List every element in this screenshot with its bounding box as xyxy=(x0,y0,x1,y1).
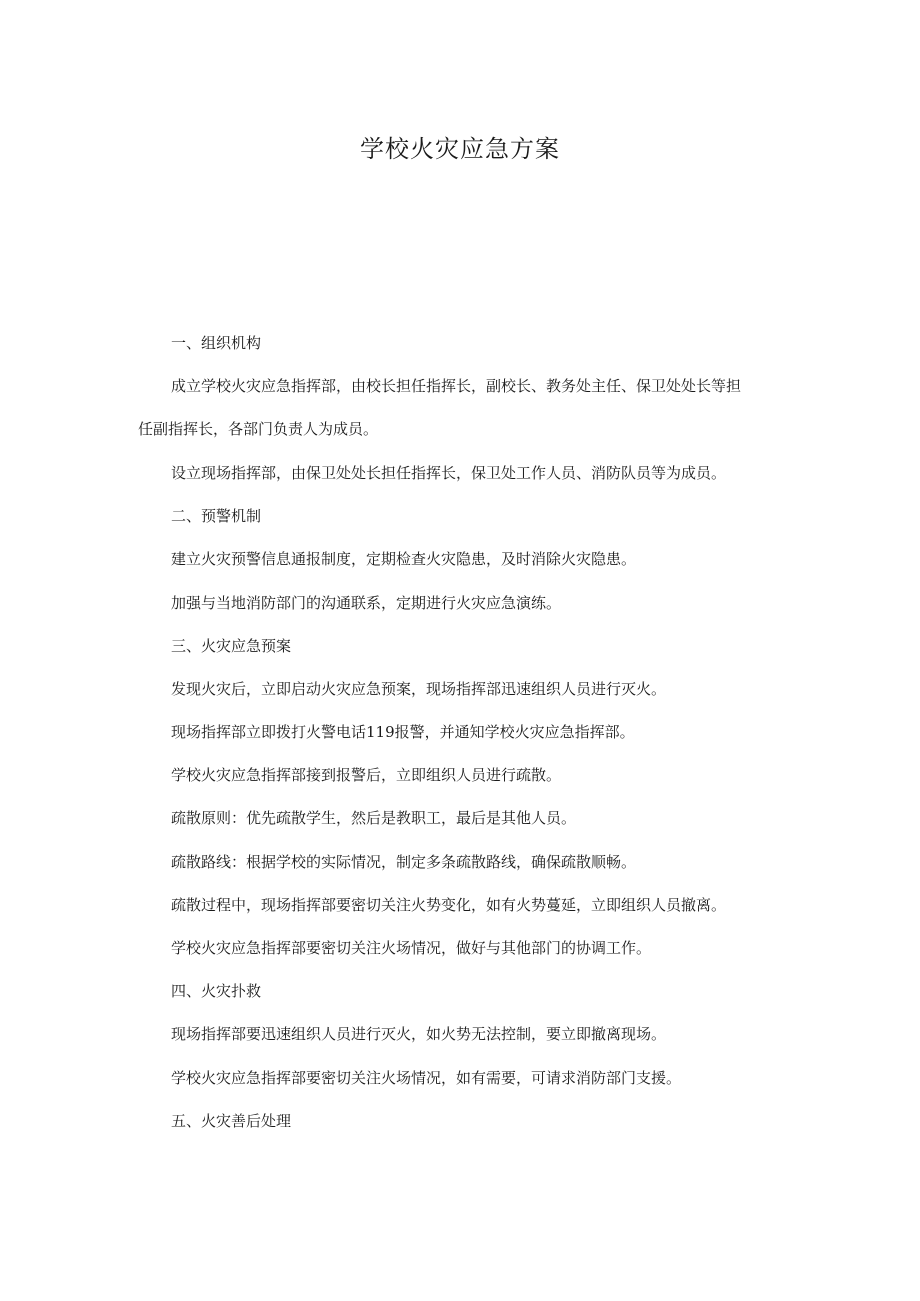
section-heading-organization: 一、组织机构 xyxy=(171,334,262,352)
section-heading-plan: 三、火灾应急预案 xyxy=(171,637,292,655)
paragraph-line: 任副指挥长，各部门负责人为成员。 xyxy=(138,420,379,438)
section-heading-warning: 二、预警机制 xyxy=(171,507,262,525)
paragraph-line: 学校火灾应急指挥部要密切关注火场情况，如有需要，可请求消防部门支援。 xyxy=(171,1069,682,1087)
paragraph-line: 现场指挥部要迅速组织人员进行灭火，如火势无法控制，要立即撤离现场。 xyxy=(171,1025,667,1043)
paragraph-line: 成立学校火灾应急指挥部，由校长担任指挥长，副校长、教务处主任、保卫处处长等担 xyxy=(171,377,742,395)
section-heading-aftermath: 五、火灾善后处理 xyxy=(171,1112,292,1130)
paragraph-line: 疏散过程中，现场指挥部要密切关注火势变化，如有火势蔓延，立即组织人员撤离。 xyxy=(171,896,727,914)
paragraph-line: 疏散路线：根据学校的实际情况，制定多条疏散路线，确保疏散顺畅。 xyxy=(171,853,637,871)
paragraph-line: 建立火灾预警信息通报制度，定期检查火灾隐患，及时消除火灾隐患。 xyxy=(171,550,637,568)
section-heading-firefighting: 四、火灾扑救 xyxy=(171,982,262,1000)
paragraph-line: 设立现场指挥部，由保卫处处长担任指挥长，保卫处工作人员、消防队员等为成员。 xyxy=(171,464,727,482)
paragraph-line: 现场指挥部立即拨打火警电话119报警，并通知学校火灾应急指挥部。 xyxy=(171,723,635,741)
paragraph-line: 疏散原则：优先疏散学生，然后是教职工，最后是其他人员。 xyxy=(171,809,577,827)
paragraph-line: 学校火灾应急指挥部要密切关注火场情况，做好与其他部门的协调工作。 xyxy=(171,939,652,957)
paragraph-line: 加强与当地消防部门的沟通联系，定期进行火灾应急演练。 xyxy=(171,594,562,612)
document-title: 学校火灾应急方案 xyxy=(360,135,560,163)
paragraph-line: 学校火灾应急指挥部接到报警后，立即组织人员进行疏散。 xyxy=(171,766,562,784)
paragraph-line: 发现火灾后，立即启动火灾应急预案，现场指挥部迅速组织人员进行灭火。 xyxy=(171,680,667,698)
